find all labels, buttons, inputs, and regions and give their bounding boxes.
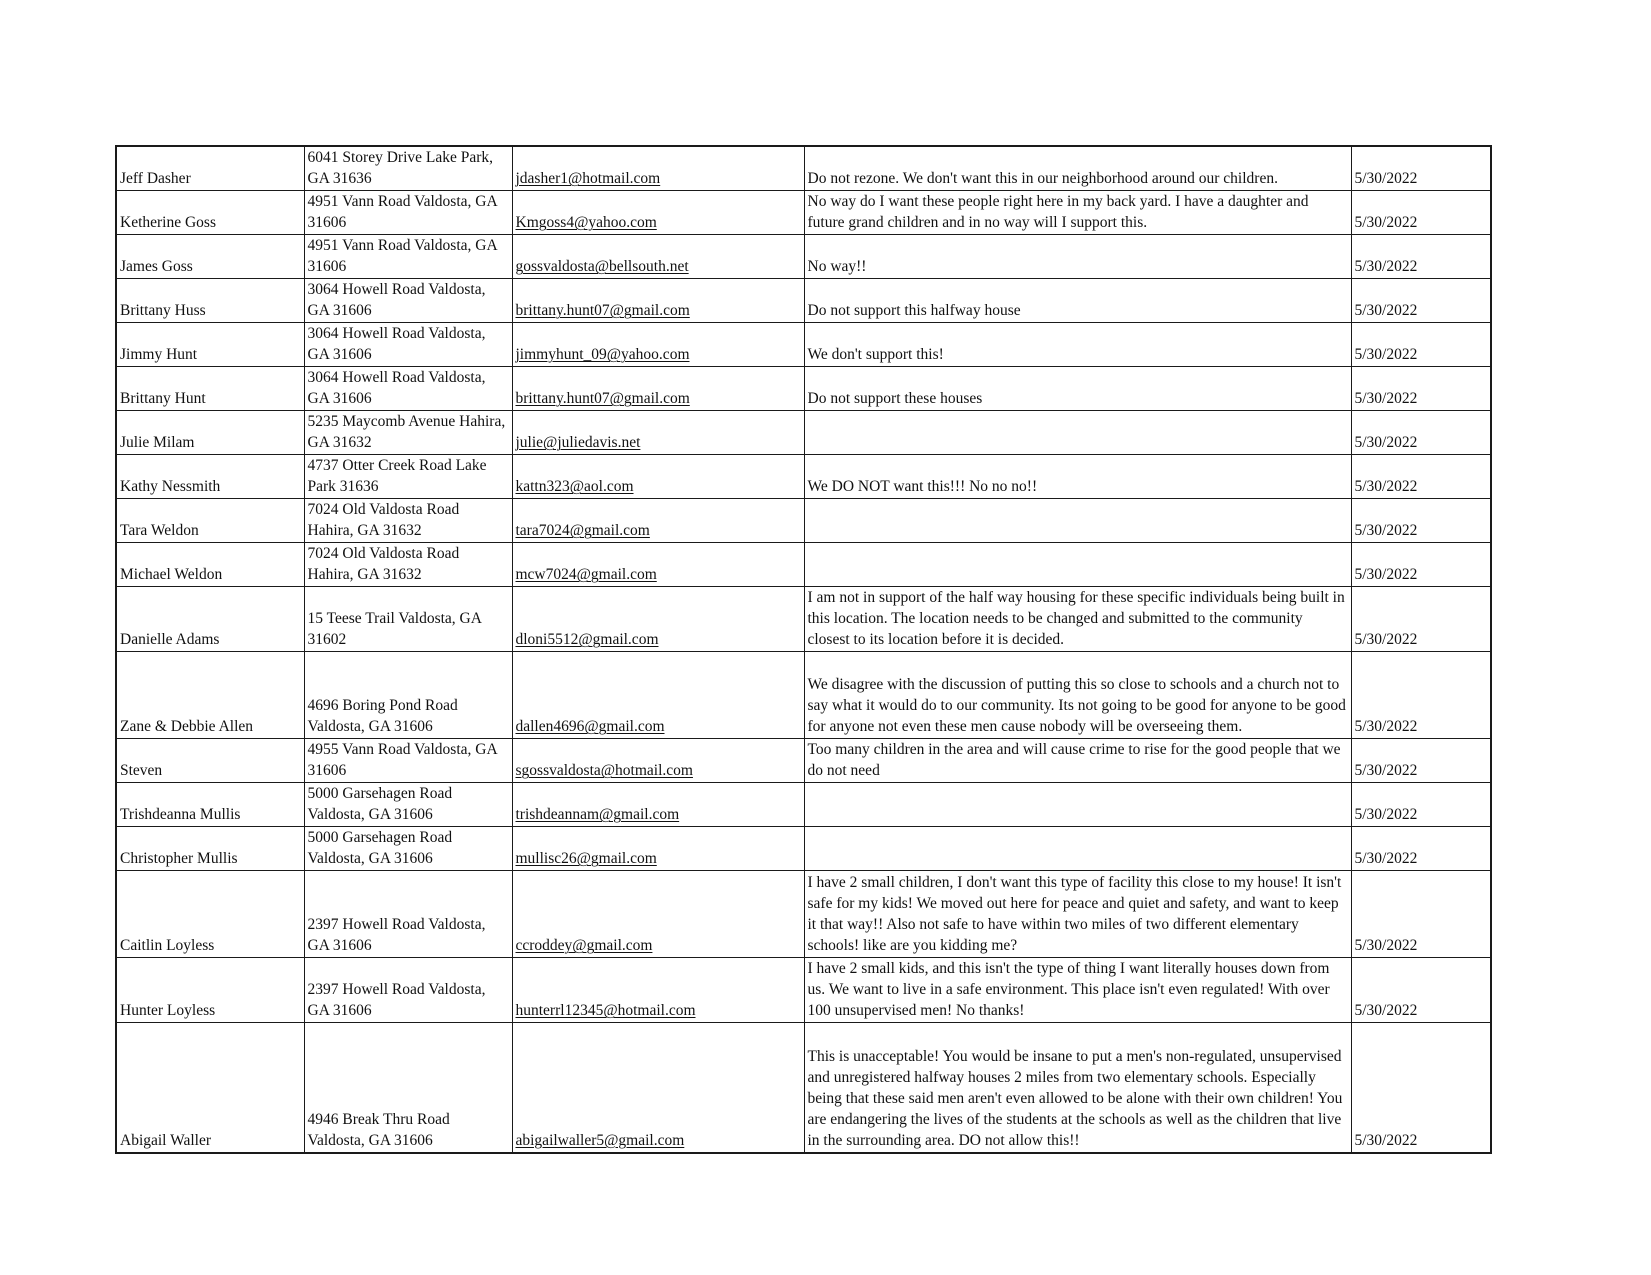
commenter-email-link[interactable]: trishdeannam@gmail.com [512,783,804,827]
commenter-email-link[interactable]: hunterrl12345@hotmail.com [512,958,804,1023]
commenter-name: James Goss [116,235,304,279]
commenter-email-link[interactable]: mullisc26@gmail.com [512,827,804,871]
commenter-address: 4737 Otter Creek Road Lake Park 31636 [304,455,512,499]
commenter-name: Ketherine Goss [116,191,304,235]
commenter-address: 3064 Howell Road Valdosta, GA 31606 [304,367,512,411]
commenter-address: 2397 Howell Road Valdosta, GA 31606 [304,958,512,1023]
commenter-name: Michael Weldon [116,543,304,587]
comment-date: 5/30/2022 [1351,191,1491,235]
commenter-address: 5000 Garsehagen Road Valdosta, GA 31606 [304,783,512,827]
comment-text: Do not rezone. We don't want this in our neighborhood around our children. [804,146,1351,191]
commenter-address: 4951 Vann Road Valdosta, GA 31606 [304,235,512,279]
commenter-address: 4696 Boring Pond Road Valdosta, GA 31606 [304,652,512,739]
commenter-email-link[interactable]: sgossvaldosta@hotmail.com [512,739,804,783]
table-row [116,1023,1491,1153]
commenter-address: 4951 Vann Road Valdosta, GA 31606 [304,191,512,235]
commenter-name: Steven [116,739,304,783]
comment-text [804,499,1351,543]
comment-date: 5/30/2022 [1351,455,1491,499]
commenter-address: 5000 Garsehagen Road Valdosta, GA 31606 [304,827,512,871]
commenter-name: Zane & Debbie Allen [116,652,304,739]
table-row [116,739,1491,783]
commenter-address: 6041 Storey Drive Lake Park, GA 31636 [304,146,512,191]
commenter-address: 7024 Old Valdosta Road Hahira, GA 31632 [304,543,512,587]
comment-text: I have 2 small kids, and this isn't the type of thing I want literally houses down from us. We want to live in a safe environment. This place isn't even regulated! With over 100 unsupervised men! No thanks! [804,958,1351,1023]
commenter-address: 15 Teese Trail Valdosta, GA 31602 [304,587,512,652]
comment-text: We DO NOT want this!!! No no no!! [804,455,1351,499]
commenter-email-link[interactable]: dallen4696@gmail.com [512,652,804,739]
table-row [116,783,1491,827]
comment-date: 5/30/2022 [1351,827,1491,871]
comment-date: 5/30/2022 [1351,146,1491,191]
comment-text [804,411,1351,455]
table-row [116,146,1491,191]
commenter-address: 4955 Vann Road Valdosta, GA 31606 [304,739,512,783]
table-row [116,499,1491,543]
commenter-email-link[interactable]: Kmgoss4@yahoo.com [512,191,804,235]
comment-sheet [115,145,1490,1154]
comment-date: 5/30/2022 [1351,367,1491,411]
commenter-name: Hunter Loyless [116,958,304,1023]
comment-text [804,827,1351,871]
comment-text: Do not support these houses [804,367,1351,411]
table-row [116,958,1491,1023]
table-row [116,323,1491,367]
commenter-name: Jeff Dasher [116,146,304,191]
comment-date: 5/30/2022 [1351,1023,1491,1153]
comment-text: Too many children in the area and will cause crime to rise for the good people that we do not need [804,739,1351,783]
commenter-address: 5235 Maycomb Avenue Hahira, GA 31632 [304,411,512,455]
commenter-name: Jimmy Hunt [116,323,304,367]
comment-date: 5/30/2022 [1351,783,1491,827]
commenter-email-link[interactable]: gossvaldosta@bellsouth.net [512,235,804,279]
table-row [116,279,1491,323]
commenter-name: Brittany Hunt [116,367,304,411]
table-row [116,455,1491,499]
public-comment-table [115,145,1492,1154]
commenter-name: Tara Weldon [116,499,304,543]
table-row [116,191,1491,235]
commenter-address: 2397 Howell Road Valdosta, GA 31606 [304,871,512,958]
commenter-email-link[interactable]: jdasher1@hotmail.com [512,146,804,191]
commenter-address: 3064 Howell Road Valdosta, GA 31606 [304,279,512,323]
commenter-name: Brittany Huss [116,279,304,323]
comment-date: 5/30/2022 [1351,958,1491,1023]
comment-text [804,543,1351,587]
comment-text: This is unacceptable! You would be insane to put a men's non-regulated, unsupervised and unregistered halfway houses 2 miles from two elementary schools. Especially being that these said men aren't even allowed to be alone with their own children! You are endangering the lives of the students at the schools as well as the children that live in the surrounding area. DO not allow this!! [804,1023,1351,1153]
comment-text: I am not in support of the half way housing for these specific individuals being built in this location. The location needs to be changed and submitted to the community closest to its location before it is decided. [804,587,1351,652]
comment-text: We disagree with the discussion of putting this so close to schools and a church not to say what it would do to our community. Its not going to be good for anyone to be good for anyone not even these men cause nobody will be overseeing them. [804,652,1351,739]
table-row [116,827,1491,871]
commenter-email-link[interactable]: tara7024@gmail.com [512,499,804,543]
table-row [116,367,1491,411]
commenter-name: Caitlin Loyless [116,871,304,958]
commenter-name: Abigail Waller [116,1023,304,1153]
comment-date: 5/30/2022 [1351,235,1491,279]
commenter-email-link[interactable]: ccroddey@gmail.com [512,871,804,958]
commenter-email-link[interactable]: jimmyhunt_09@yahoo.com [512,323,804,367]
table-row [116,652,1491,739]
comment-date: 5/30/2022 [1351,499,1491,543]
comment-text: We don't support this! [804,323,1351,367]
commenter-name: Kathy Nessmith [116,455,304,499]
commenter-address: 4946 Break Thru Road Valdosta, GA 31606 [304,1023,512,1153]
comment-text: No way!! [804,235,1351,279]
comment-text: No way do I want these people right here in my back yard. I have a daughter and future grand children and in no way will I support this. [804,191,1351,235]
commenter-address: 3064 Howell Road Valdosta, GA 31606 [304,323,512,367]
comment-date: 5/30/2022 [1351,652,1491,739]
comment-date: 5/30/2022 [1351,543,1491,587]
comment-date: 5/30/2022 [1351,871,1491,958]
comment-date: 5/30/2022 [1351,279,1491,323]
commenter-email-link[interactable]: brittany.hunt07@gmail.com [512,367,804,411]
table-row [116,587,1491,652]
commenter-address: 7024 Old Valdosta Road Hahira, GA 31632 [304,499,512,543]
comment-text [804,783,1351,827]
table-row [116,871,1491,958]
commenter-name: Julie Milam [116,411,304,455]
commenter-name: Christopher Mullis [116,827,304,871]
commenter-name: Trishdeanna Mullis [116,783,304,827]
commenter-name: Danielle Adams [116,587,304,652]
comment-date: 5/30/2022 [1351,411,1491,455]
commenter-email-link[interactable]: mcw7024@gmail.com [512,543,804,587]
table-row [116,543,1491,587]
commenter-email-link[interactable]: julie@juliedavis.net [512,411,804,455]
commenter-email-link[interactable]: kattn323@aol.com [512,455,804,499]
table-row [116,411,1491,455]
commenter-email-link[interactable]: brittany.hunt07@gmail.com [512,279,804,323]
table-row [116,235,1491,279]
commenter-email-link[interactable]: dloni5512@gmail.com [512,587,804,652]
comment-date: 5/30/2022 [1351,739,1491,783]
comment-text: Do not support this halfway house [804,279,1351,323]
comment-text: I have 2 small children, I don't want this type of facility this close to my house! It isn't safe for my kids! We moved out here for peace and quiet and safety, and want to keep it that way!! Also not safe to have within two miles of two different elementary schools! like are you kidding me? [804,871,1351,958]
commenter-email-link[interactable]: abigailwaller5@gmail.com [512,1023,804,1153]
comment-date: 5/30/2022 [1351,323,1491,367]
comment-date: 5/30/2022 [1351,587,1491,652]
